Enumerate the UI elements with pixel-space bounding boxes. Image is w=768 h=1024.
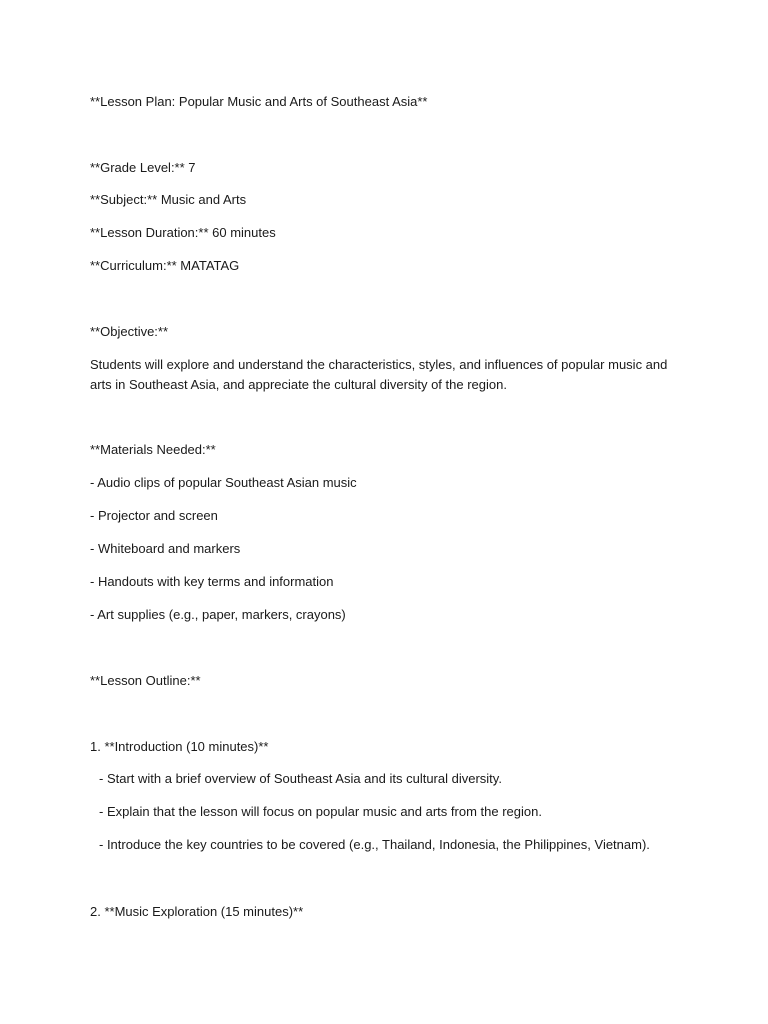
subject: **Subject:** Music and Arts (90, 192, 247, 207)
materials-item: - Art supplies (e.g., paper, markers, crayons) (90, 607, 346, 622)
lesson-duration: **Lesson Duration:** 60 minutes (90, 225, 276, 240)
document-title: **Lesson Plan: Popular Music and Arts of Southeast Asia** (90, 94, 428, 109)
section1-item: - Explain that the lesson will focus on popular music and arts from the region. (99, 804, 542, 819)
objective-text: Students will explore and understand the characteristics, styles, and influences of popular music and arts in Southeast Asia, and appreciate the cultural diversity of the region. (90, 357, 668, 392)
section2-heading: 2. **Music Exploration (15 minutes)** (90, 904, 304, 919)
materials-heading: **Materials Needed:** (90, 442, 216, 457)
outline-heading: **Lesson Outline:** (90, 673, 201, 688)
section1-heading: 1. **Introduction (10 minutes)** (90, 739, 269, 754)
materials-item: - Audio clips of popular Southeast Asian music (90, 475, 357, 490)
materials-item: - Whiteboard and markers (90, 541, 241, 556)
section1-item: - Introduce the key countries to be covered (e.g., Thailand, Indonesia, the Philippines, Vietnam). (99, 837, 650, 852)
materials-item: - Handouts with key terms and information (90, 574, 334, 589)
materials-item: - Projector and screen (90, 508, 218, 523)
curriculum: **Curriculum:** MATATAG (90, 258, 240, 273)
grade-level: **Grade Level:** 7 (90, 160, 196, 175)
objective-heading: **Objective:** (90, 324, 169, 339)
section1-item: - Start with a brief overview of Southeast Asia and its cultural diversity. (99, 771, 502, 786)
